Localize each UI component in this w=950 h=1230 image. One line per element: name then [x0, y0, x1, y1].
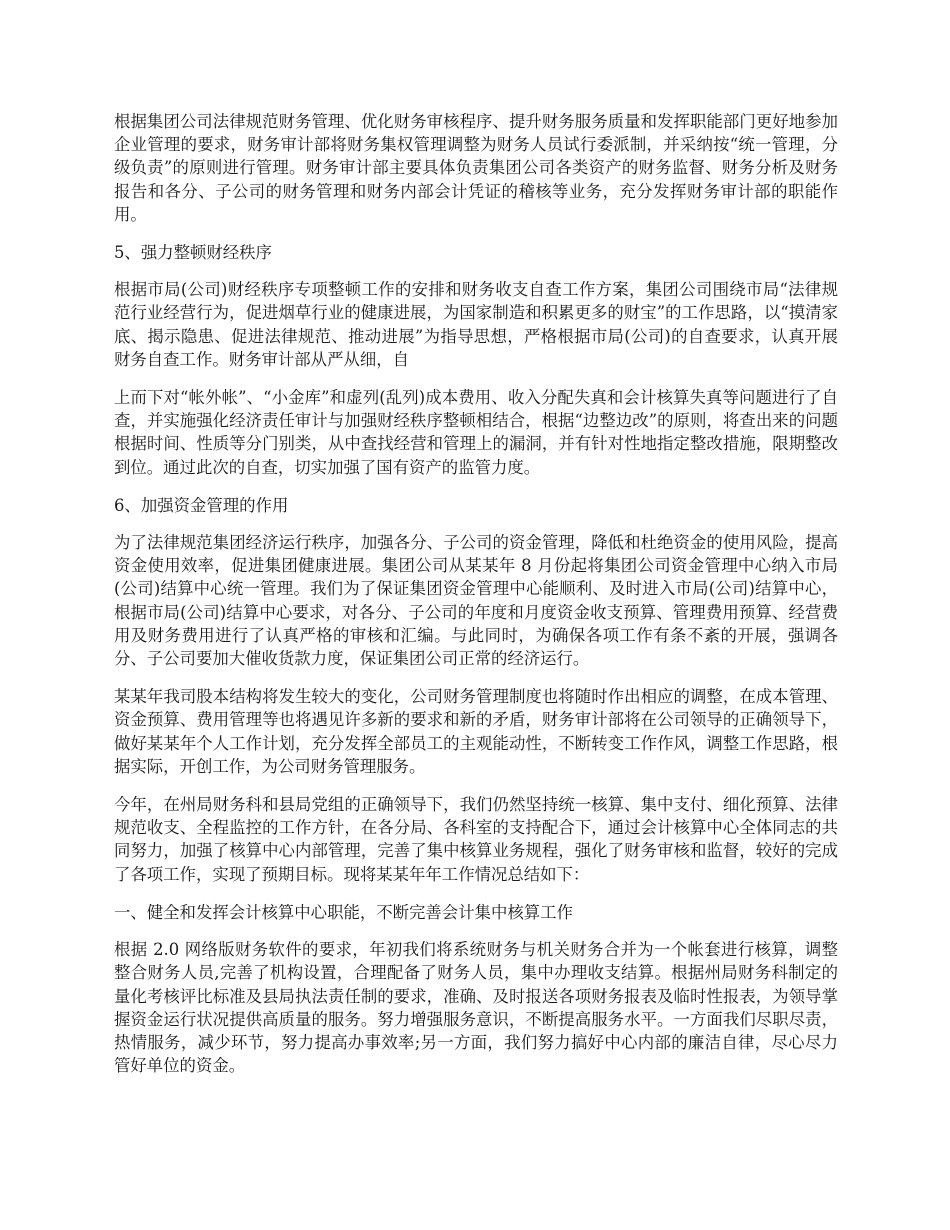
- paragraph-financial-management: 根据集团公司法律规范财务管理、优化财务审核程序、提升财务服务质量和发挥职能部门更好地参加企业管理的要求，财务审计部将财务集权管理调整为财务人员试行委派制，并采纳按“统一管理，分级负责”的原则进行管理。财务审计部主要具体负责集团公司各类资产的财务监督、财务分析及财务报告和各分、子公司的财务管理和财务内部会计凭证的稽核等业务，充分发挥财务审计部的职能作用。: [114, 112, 838, 224]
- heading-rectify-financial-order: 5、强力整顿财经秩序: [114, 243, 272, 263]
- heading-accounting-center: 一、健全和发挥会计核算中心职能，不断完善会计集中核算工作: [114, 902, 573, 922]
- paragraph-self-inspection-plan: 根据市局(公司)财经秩序专项整顿工作的安排和财务收支自查工作方案，集团公司围绕市局“法律规范行业经营行为，促进烟草行业的健康进展，为国家制造和积累更多的财宝”的工作思路，以“摸清家底、揭示隐患、促进法律规范、推动进展”为指导思想，严格根据市局(公司)的自查要求，认真开展财务自查工作。财务审计部从严从细，自: [114, 280, 838, 369]
- paragraph-annual-summary-intro: 今年，在州局财务科和县局党组的正确领导下，我们仍然坚持统一核算、集中支付、细化预算、法律规范收支、全程监控的工作方针，在各分局、各科室的支持配合下，通过会计核算中心全体同志的共同努力，加强了核算中心内部管理，完善了集中核算业务规程，强化了财务审核和监督，较好的完成了各项工作，实现了预期目标。现将某某年年工作情况总结如下：: [114, 795, 838, 884]
- paragraph-accounting-center-details: 根据 2.0 网络版财务软件的要求，年初我们将系统财务与机关财务合并为一个帐套进行核算，调整整合财务人员,完善了机构设置，合理配备了财务人员，集中办理收支结算。根据州局财务科制定的量化考核评比标准及县局执法责任制的要求，准确、及时报送各项财务报表及临时性报表，为领导掌握资金运行状况提供高质量的服务。努力增强服务意识，不断提高服务水平。一方面我们尽职尽责，热情服务，减少环节，努力提高办事效率;另一方面，我们努力搞好中心内部的廉洁自律，尽心尽力管好单位的资金。: [114, 940, 838, 1076]
- paragraph-fund-management-center: 为了法律规范集团经济运行秩序，加强各分、子公司的资金管理，降低和杜绝资金的使用风险，提高资金使用效率，促进集团健康进展。集团公司从某某年 8 月份起将集团公司资金管理中心纳入市局(公司)结算中心统一管理。我们为了保证集团资金管理中心能顺利、及时进入市局(公司)结算中心，根据市局(公司)结算中心要求，对各分、子公司的年度和月度资金收支预算、管理费用预算、经营费用及财务费用进行了认真严格的审核和汇编。与此同时，为确保各项工作有条不紊的开展，强调各分、子公司要加大催收货款力度，保证集团公司正常的经济运行。: [114, 533, 838, 669]
- paragraph-next-year-plan: 某某年我司股本结构将发生较大的变化，公司财务管理制度也将随时作出相应的调整，在成本管理、资金预算、费用管理等也将遇见许多新的要求和新的矛盾，财务审计部将在公司领导的正确领导下，做好某某年个人工作计划，充分发挥全部员工的主观能动性，不断转变工作作风，调整工作思路，根据实际，开创工作，为公司财务管理服务。: [114, 687, 838, 776]
- heading-fund-management: 6、加强资金管理的作用: [114, 495, 289, 515]
- document-body: [114, 110, 838, 1092]
- paragraph-self-inspection-results: 上而下对“帐外帐”、“小金库”和虚列(乱列)成本费用、收入分配失真和会计核算失真等问题进行了自查，并实施强化经济责任审计与加强财经秩序整顿相结合，根据“边整边改”的原则，将查出来的问题根据时间、性质等分门别类，从中查找经营和管理上的漏洞，并有针对性地指定整改措施，限期整改到位。通过此次的自查，切实加强了国有资产的监管力度。: [114, 388, 838, 477]
